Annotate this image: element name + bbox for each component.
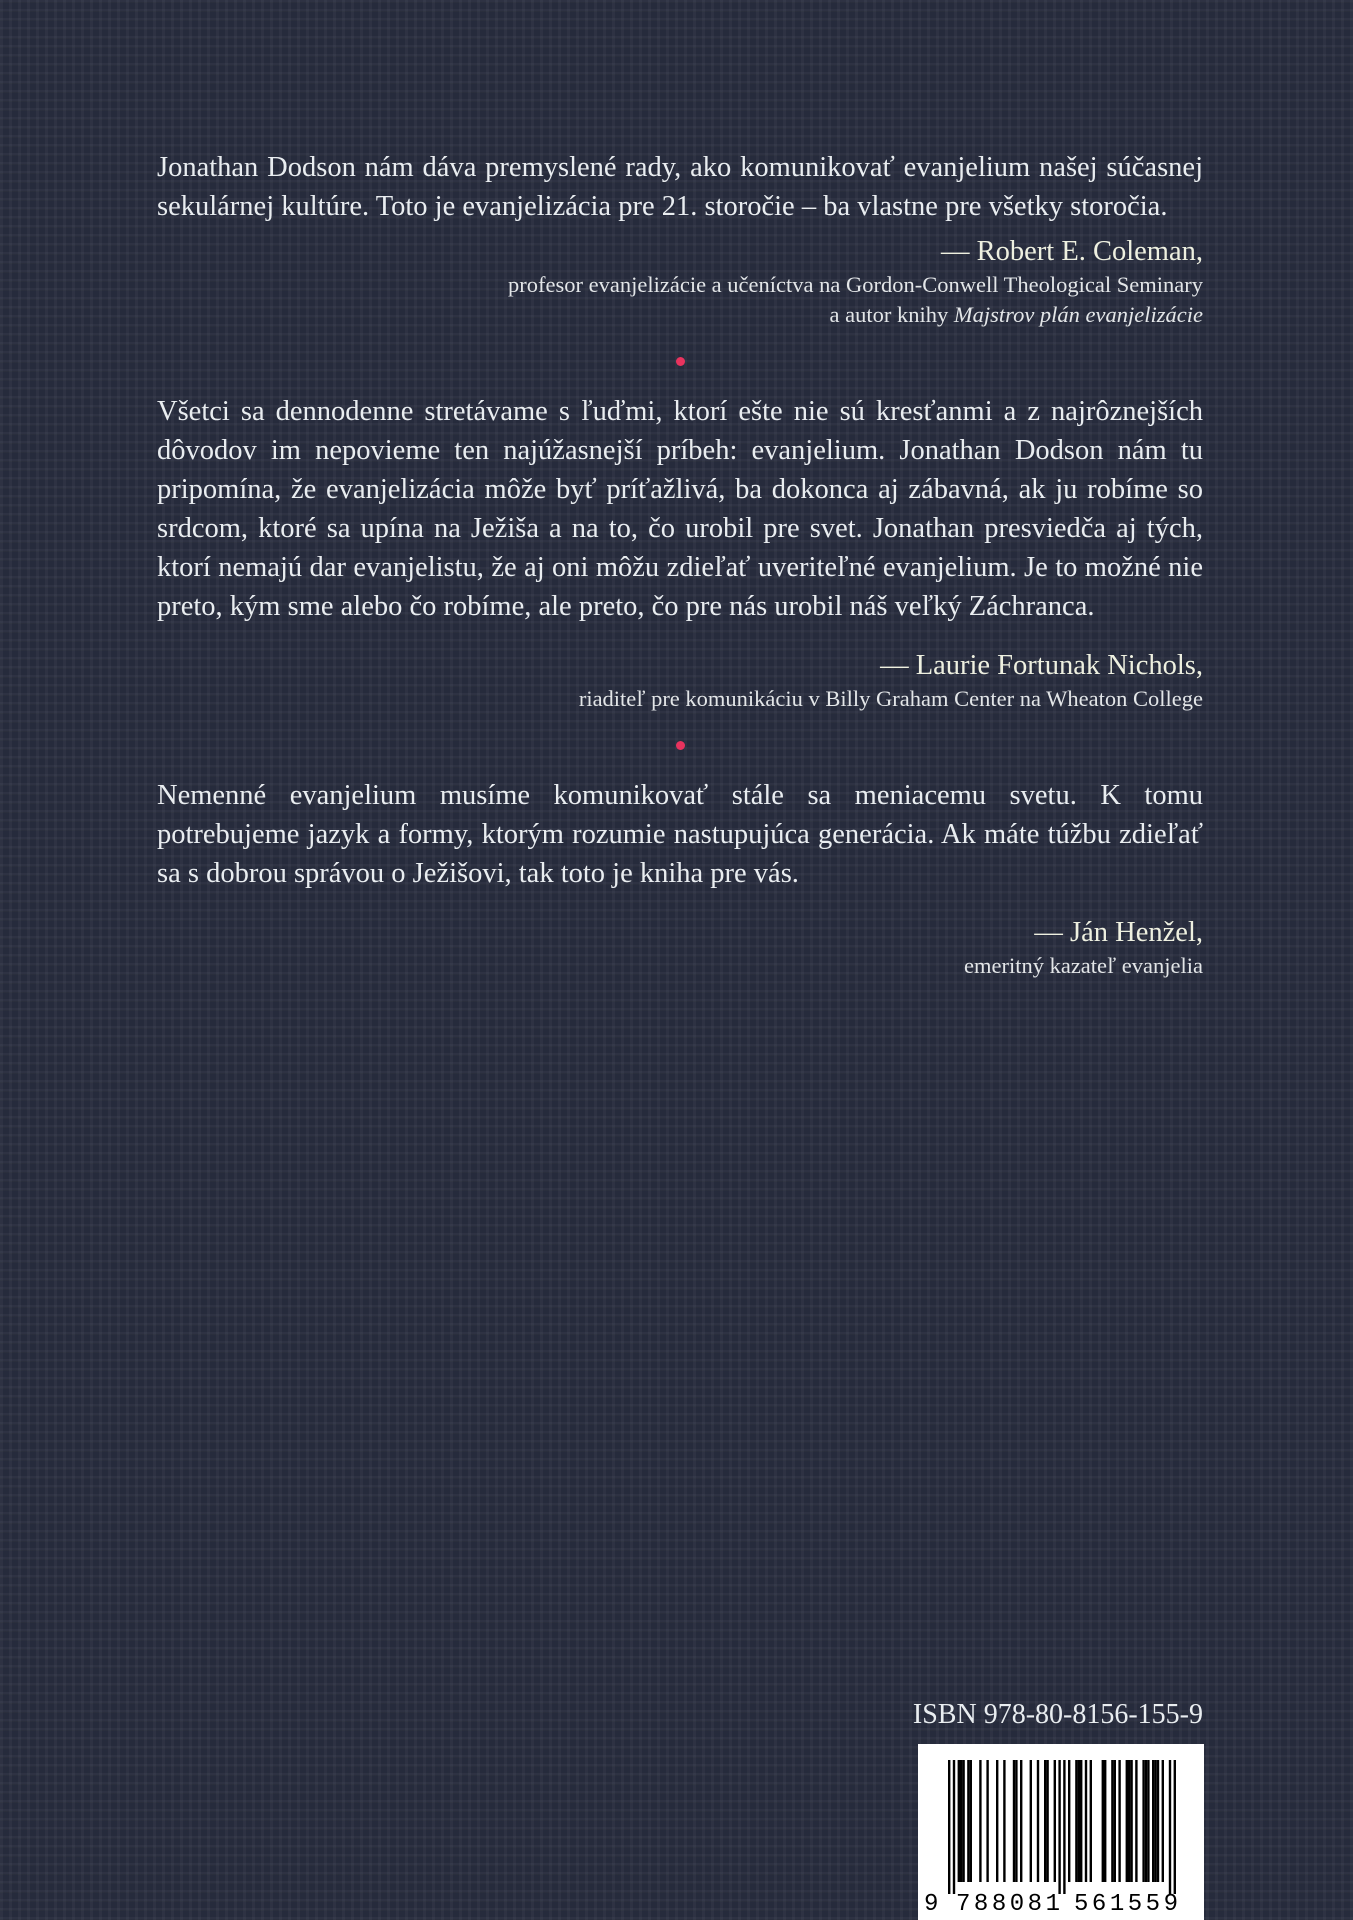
barcode-bar [1037, 1760, 1039, 1882]
endorsement-block [157, 776, 1203, 981]
endorser-name: — Robert E. Coleman, [941, 236, 1203, 267]
barcode-bar [1111, 1760, 1113, 1882]
barcode-bar [1152, 1760, 1154, 1882]
endorsement-block [157, 148, 1203, 330]
barcode-bar [1142, 1760, 1144, 1882]
endorser-role: emeritný kazateľ evanjelia [963, 953, 1203, 978]
barcode-bar [967, 1760, 969, 1882]
barcode-guard-bar [1169, 1760, 1171, 1894]
endorser-role: profesor evanjelizácie a učeníctva na Gordon-Conwell Theological Seminary [508, 272, 1203, 297]
barcode-graphic [918, 1744, 1204, 1920]
barcode-bar [996, 1760, 998, 1882]
barcode-digits-left: 788081 [956, 1891, 1060, 1918]
barcode-guard-bar [948, 1760, 950, 1894]
barcode-bar [1020, 1760, 1022, 1882]
barcode-bar [1102, 1760, 1104, 1882]
endorsement-block [157, 392, 1203, 714]
barcode-bar [960, 1760, 962, 1882]
endorser-book-title: Majstrov plán evanjelizácie [953, 302, 1203, 327]
barcode-bar [1080, 1760, 1082, 1882]
barcode-guard-bar [1063, 1760, 1065, 1894]
barcode-bar [1030, 1760, 1032, 1882]
endorsement-attribution [157, 648, 1203, 714]
section-divider [157, 730, 1203, 760]
back-cover-text [157, 148, 1203, 981]
barcode-bar [979, 1760, 981, 1882]
barcode-bars [948, 1760, 1176, 1894]
isbn-label: ISBN 978-80-8156-155-9 [912, 1699, 1203, 1730]
barcode-bar [962, 1760, 964, 1882]
barcode-bar [986, 1760, 988, 1882]
barcode-bar [1135, 1760, 1137, 1882]
barcode-guard-bar [1058, 1760, 1060, 1894]
barcode-guard-bar [1174, 1760, 1176, 1894]
divider-dot [676, 357, 685, 366]
barcode-bar [1090, 1760, 1092, 1882]
barcode-guard-bar [953, 1760, 955, 1894]
barcode-bar [1046, 1760, 1048, 1882]
barcode-bar [1068, 1760, 1070, 1882]
barcode-bar [1118, 1760, 1120, 1882]
endorsement-quote: Jonathan Dodson nám dáva premyslené rady, ako komunikovať evanjelium našej súčasnej sekulárnej kultúre. Toto je evanjelizácia pre 21. storočie – ba vlastne pre všetky storočia. [157, 152, 1203, 222]
barcode-bar [1126, 1760, 1128, 1882]
barcode-bar [1157, 1760, 1159, 1882]
barcode-digit-first: 9 [924, 1891, 939, 1918]
barcode-bar [1147, 1760, 1149, 1882]
endorser-name: — Ján Henžel, [1034, 917, 1203, 948]
endorsement-attribution [157, 234, 1203, 330]
barcode [918, 1744, 1204, 1920]
divider-dot [676, 741, 685, 750]
barcode-bar [1104, 1760, 1106, 1882]
barcode-bar [1130, 1760, 1132, 1882]
section-divider [157, 346, 1203, 376]
endorsement-quote: Všetci sa dennodenne stretávame s ľuďmi, ktorí ešte nie sú kresťanmi a z najrôznejších dôvodov im nepovieme ten najúžasnejší príbeh: evanjelium. Jonathan Dodson nám tu pripomína, že evanjelizácia môže byť príťažlivá, ba dokonca aj zábavná, ak ju robíme so srdcom, ktoré sa upína na Ježiša a na to, čo urobil pre svet. Jonathan presviedča aj tých, ktorí nemajú dar evanjelistu, že aj oni môžu zdieľať uveriteľné evanjelium. Je to možné nie preto, kým sme alebo čo robíme, ale preto, čo pre nás urobil náš veľký Záchranca. [157, 396, 1203, 622]
endorser-name: — Laurie Fortunak Nichols, [880, 650, 1203, 681]
barcode-digits-right: 561559 [1074, 1891, 1178, 1918]
barcode-bar [1128, 1760, 1130, 1882]
barcode-bar [1075, 1760, 1077, 1882]
barcode-bar [1078, 1760, 1080, 1882]
barcode-bar [1013, 1760, 1015, 1882]
barcode-bar [1015, 1760, 1017, 1882]
barcode-bar [1154, 1760, 1156, 1882]
endorsement-attribution [157, 915, 1203, 981]
barcode-bar [1044, 1760, 1046, 1882]
endorsement-quote: Nemenné evanjelium musíme komunikovať stále sa meniacemu svetu. K tomu potrebujeme jazyk a formy, ktorým rozumie nastupujúca generácia. Ak máte túžbu zdieľať sa s dobrou správou o Ježišovi, tak toto je kniha pre vás. [157, 780, 1203, 889]
barcode-bar [970, 1760, 972, 1882]
endorser-book-line [157, 300, 1203, 330]
barcode-bar [1114, 1760, 1116, 1882]
barcode-bar [1085, 1760, 1087, 1882]
barcode-bar [1003, 1760, 1005, 1882]
barcode-bar [958, 1760, 960, 1882]
endorser-role: riaditeľ pre komunikáciu v Billy Graham Center na Wheaton College [578, 686, 1203, 711]
barcode-bar [1054, 1760, 1056, 1882]
endorser-book-prefix: a autor knihy [829, 302, 954, 327]
barcode-bar [1145, 1760, 1147, 1882]
barcode-bar [1162, 1760, 1164, 1882]
